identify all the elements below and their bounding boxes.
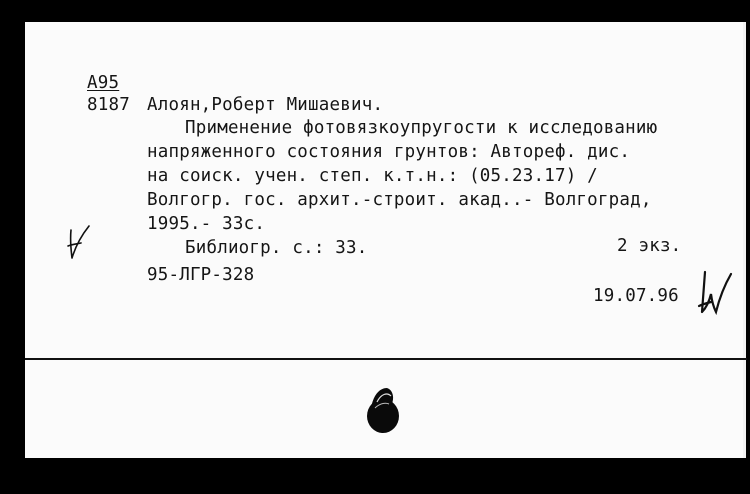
handwritten-signature-icon xyxy=(697,268,737,316)
inventory-number: 8187 xyxy=(87,95,130,115)
title-line: Применение фотовязкоупругости к исследованию xyxy=(185,118,658,138)
bibliography-note: Библиогр. с.: 33. xyxy=(185,238,368,258)
title-line: на соиск. учен. степ. к.т.н.: (05.23.17) / xyxy=(147,166,598,186)
title-line: 1995.- 33с. xyxy=(147,214,266,234)
date-stamp: 19.07.96 xyxy=(593,286,679,306)
card-hole-icon xyxy=(365,384,401,434)
copies-count: 2 экз. xyxy=(617,236,682,256)
card-divider xyxy=(25,358,747,360)
title-line: Волгогр. гос. архит.-строит. акад..- Волгоград, xyxy=(147,190,652,210)
handwritten-mark-icon xyxy=(65,222,95,262)
shelf-mark: A95 xyxy=(87,73,120,93)
registration-code: 95-ЛГР-328 xyxy=(147,265,255,285)
title-line: напряженного состояния грунтов: Автореф. дис. xyxy=(147,142,631,162)
catalog-card xyxy=(25,22,746,458)
author-heading: Алоян,Роберт Мишаевич. xyxy=(147,95,384,115)
